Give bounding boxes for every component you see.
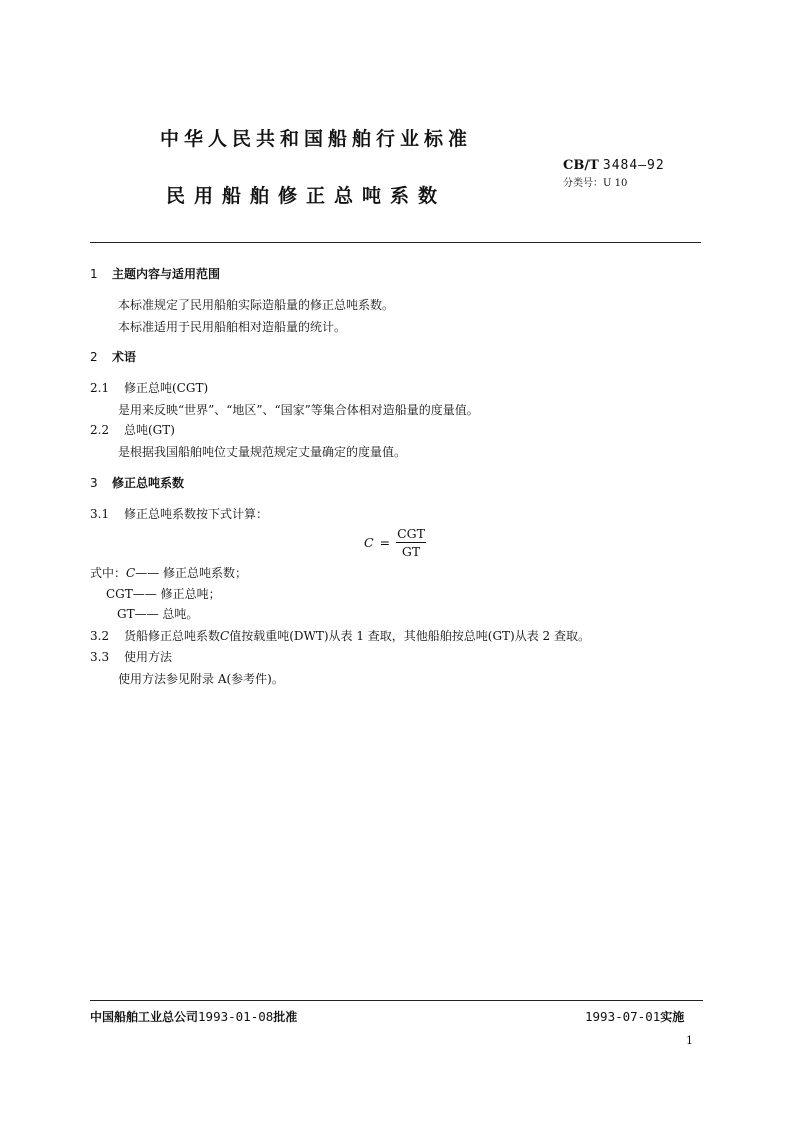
standard-title: 民用船舶修正总吨系数 — [166, 185, 447, 207]
section-2-1-heading — [90, 379, 208, 396]
section-3-number: 3 — [90, 476, 98, 490]
section-3-3-title: 使用方法 — [124, 650, 173, 664]
approval-label: 批准 — [273, 1010, 298, 1024]
section-2-2-number: 2.2 — [90, 423, 110, 437]
standard-code — [563, 158, 665, 173]
page-number: 1 — [686, 1034, 693, 1047]
where-c-text: —— 修正总吨系数； — [135, 566, 248, 580]
classification-number: 分类号：U 10 — [563, 178, 628, 189]
where-line-gt — [117, 605, 198, 622]
formula-denominator: GT — [401, 544, 421, 559]
standard-code-label: CB/T — [563, 158, 599, 173]
section-3-3-number: 3.3 — [90, 650, 110, 664]
formula-equals: = — [379, 535, 391, 550]
section-3-2-pre: 货船修正总吨系数 — [124, 629, 221, 643]
section-2-1-body: 是用来反映“世界”、“地区”、“国家”等集合体相对造船量的度量值。 — [118, 403, 479, 417]
where-gt-symbol: GT — [117, 607, 135, 621]
section-1-paragraph-1: 本标准规定了民用船舶实际造船量的修正总吨系数。 — [118, 298, 395, 312]
section-2-2-heading — [90, 421, 175, 438]
section-1-heading — [90, 265, 220, 282]
section-3-1-number: 3.1 — [90, 507, 110, 521]
section-3-2-number: 3.2 — [90, 629, 110, 643]
section-3-3-body: 使用方法参见附录 A(参考件)。 — [118, 672, 284, 686]
formula-fraction — [396, 526, 426, 559]
standard-organization: 中华人民共和国船舶行业标准 — [160, 128, 473, 150]
where-cgt-text: —— 修正总吨； — [132, 587, 221, 601]
section-3-1-heading — [90, 505, 268, 522]
footer-divider — [90, 1000, 703, 1001]
section-3-heading — [90, 474, 184, 491]
where-line-c — [90, 564, 247, 581]
approval-organization: 中国船舶工业总公司 — [90, 1010, 199, 1024]
section-3-2-var: C — [220, 629, 230, 643]
section-2-heading — [90, 348, 136, 365]
formula — [364, 526, 426, 559]
section-2-number: 2 — [90, 350, 98, 364]
section-2-2-body: 是根据我国船舶吨位丈量规范规定丈量确定的度量值。 — [118, 445, 407, 459]
section-2-1-number: 2.1 — [90, 381, 110, 395]
section-3-title: 修正总吨系数 — [112, 476, 185, 490]
section-1-number: 1 — [90, 267, 98, 281]
section-2-1-title: 修正总吨(CGT) — [124, 381, 209, 395]
formula-numerator: CGT — [397, 526, 425, 541]
formula-lhs: C — [364, 535, 374, 550]
section-3-3-heading — [90, 648, 172, 665]
section-3-1-body: 修正总吨系数按下式计算： — [124, 507, 269, 521]
implementation-label: 实施 — [660, 1010, 685, 1024]
section-2-2-title: 总吨(GT) — [124, 423, 175, 437]
where-gt-text: —— 总吨。 — [134, 607, 199, 621]
section-1-title: 主题内容与适用范围 — [112, 267, 221, 281]
implementation-line — [585, 1008, 684, 1025]
header-divider — [90, 242, 701, 243]
approval-line — [90, 1008, 297, 1025]
section-2-title: 术语 — [112, 350, 137, 364]
section-3-2 — [90, 627, 590, 644]
where-c-symbol: C — [126, 566, 136, 580]
section-1-paragraph-2: 本标准适用于民用船舶相对造船量的统计。 — [118, 320, 347, 334]
where-prefix: 式中： — [90, 566, 127, 580]
approval-date: 1993-01-08 — [198, 1009, 274, 1024]
standard-code-number: 3484—92 — [602, 158, 665, 173]
where-cgt-symbol: CGT — [106, 587, 133, 601]
where-line-cgt — [106, 585, 221, 602]
section-3-2-post: 值按载重吨(DWT)从表 1 查取，其他船舶按总吨(GT)从表 2 查取。 — [229, 629, 591, 643]
implementation-date: 1993-07-01 — [585, 1009, 661, 1024]
